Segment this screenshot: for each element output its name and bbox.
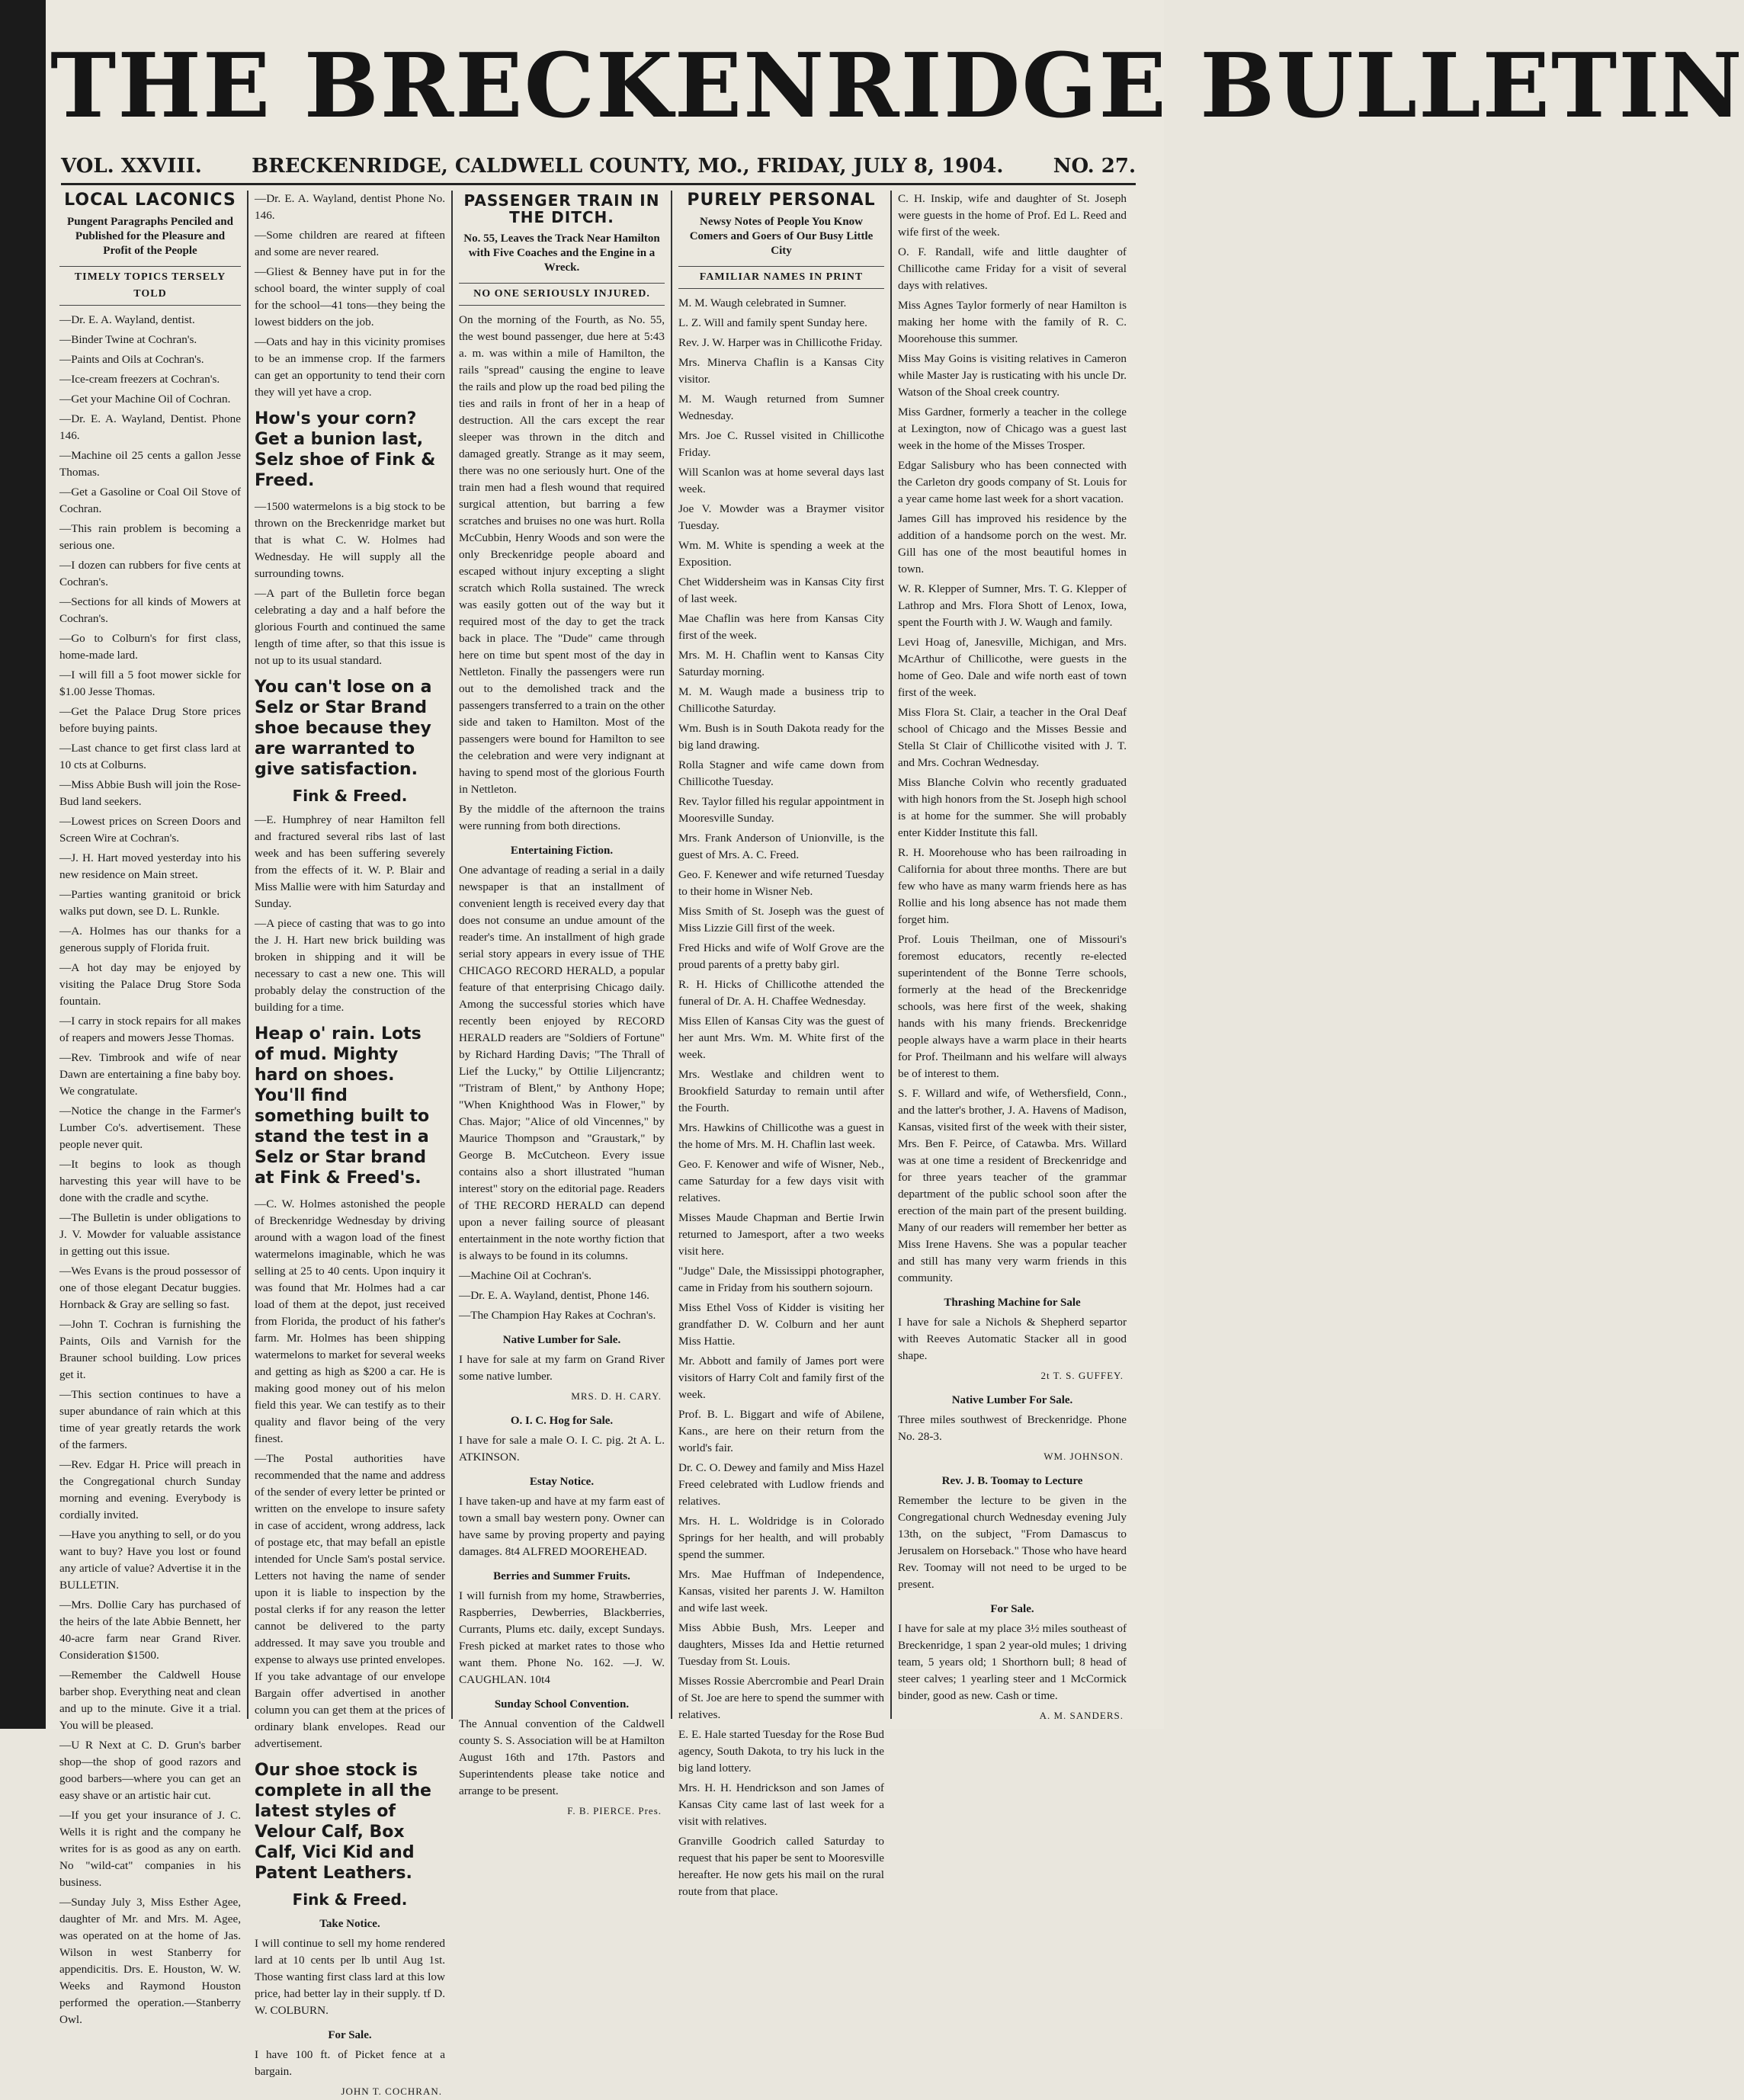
scan-edge	[0, 0, 46, 1729]
news-item: —A part of the Bulletin force began celebrating a day and a half before the glorious Fourth and continued the same length of time after, so that this issue is not up to its usual standard.	[255, 587, 445, 667]
column-train-wreck	[459, 191, 665, 1816]
news-item: —Dr. E. A. Wayland, Dentist. Phone 146.	[59, 412, 241, 442]
news-item: Mrs. Frank Anderson of Unionville, is the guest of Mrs. A. C. Freed.	[678, 832, 884, 861]
news-item: Miss Flora St. Clair, a teacher in the Oral Deaf school of Chicago and the Misses Bessie and Stella St Clair of Chillicothe visited with J. T. and Mrs. Cochran Wednesday.	[898, 706, 1127, 769]
notice-signature: MRS. D. H. CARY.	[571, 1390, 662, 1402]
news-item: S. F. Willard and wife, of Wethersfield, Conn., and the latter's brother, J. A. Havens of Madison, Kansas, visited first of the week with their sister, Mrs. Ben F. Peirce, of Catawba. Mrs. Willard was at one time a resident of Breckenridge and for three years teacher of the grammar department of the public school soon after the erection of the main part of the present building. Many of our readers will remember her better as Miss Irene Havens. She was a popular teacher and still has many very warm friends in this community.	[898, 1087, 1127, 1284]
volume-label: VOL. XXVIII.	[61, 155, 202, 178]
news-items-top	[255, 191, 445, 401]
article-body-2: By the middle of the afternoon the trains were running from both directions.	[459, 803, 665, 832]
notice-body-2: I have 100 ft. of Picket fence at a bargain.	[255, 2048, 445, 2078]
notice-body-4: I will furnish from my home, Strawberries, Raspberries, Dewberries, Blackberries, Currants, Plums etc. daily, except Sundays. Fresh picked at market rates to those who want them. Phone No. 162. —J. W. CAUGHLAN. 10t4	[459, 1589, 665, 1686]
column-kicker: TIMELY TOPICS TERSELY TOLD	[59, 266, 241, 306]
notice-body: I have for sale at my farm on Grand River some native lumber.	[459, 1353, 665, 1383]
news-item: —Rev. Timbrook and wife of near Dawn are entertaining a fine baby boy. We congratulate.	[59, 1051, 241, 1098]
news-item: Mr. Abbott and family of James port were visitors of Harry Colt and family first of the week.	[678, 1355, 884, 1401]
news-item: Miss Ellen of Kansas City was the guest of her aunt Mrs. Wm. M. White first of the week.	[678, 1015, 884, 1061]
column-kicker: FAMILIAR NAMES IN PRINT	[678, 266, 884, 289]
news-item: —Get the Palace Drug Store prices before buying paints.	[59, 705, 241, 735]
notice-heading: Thrashing Machine for Sale	[944, 1297, 1081, 1309]
news-item: —Mrs. Dollie Cary has purchased of the heirs of the late Abbie Bennett, her 40-acre farm near Grand River. Consideration $1500.	[59, 1598, 241, 1662]
notice-body: I have for sale a Nichols & Shepherd separtor with Reeves Automatic Stacker all in good shape.	[898, 1316, 1127, 1362]
column-personal-continued	[898, 191, 1127, 1719]
fiction-heading: Entertaining Fiction.	[510, 845, 614, 857]
news-item: —I will fill a 5 foot mower sickle for $1.00 Jesse Thomas.	[59, 668, 241, 698]
notice-heading-4: For Sale.	[990, 1603, 1034, 1615]
news-item: M. M. Waugh celebrated in Sumner.	[678, 297, 847, 309]
news-item: L. Z. Will and family spent Sunday here.	[678, 316, 867, 329]
news-item: Mrs. Mae Huffman of Independence, Kansas, visited her parents J. W. Hamilton and wife last week.	[678, 1568, 884, 1614]
article-body: On the morning of the Fourth, as No. 55, the west bound passenger, due here at 5:43 a. m. was within a mile of Hamilton, the rails "spread" causing the engine to leave the rails and plow up the road bed piling the ties and rails in front of her in a heap of destruction. All the cars except the rear sleeper was thrown in the ditch and damaged greatly. Strange as it may seem, there was no one seriously hurt. One of the train men had a flesh wound that required surgical attention, but barring a few scratches and bruises no one was hurt. Rolla McCubbin, Henry Woods and son were the only Breckenridge people aboard and escaped without injury excepting a slight scratch which Rolla sustained. The wreck was easily gotten out of the way but it required most of the day to get the track back in place. The "Dude" came through here on time but spent most of the day in Nettleton. Finally the passengers were run out to the demolished track and the passengers transferred to a train on the other side and taken to Hamilton. Most of the passengers were bound for Hamilton to see the celebration and were very indignant at having to spend most of the glorious Fourth in Nettleton.	[459, 313, 665, 796]
notice-body-3: I have taken-up and have at my farm east of town a small bay western pony. Owner can have same by proving property and paying damages. 8t4 ALFRED MOOREHEAD.	[459, 1495, 665, 1558]
news-item: Granville Goodrich called Saturday to request that his paper be sent to Mooresville hereafter. He now gets his mail on the rural route from that place.	[678, 1835, 884, 1898]
article-kicker: NO ONE SERIOUSLY INJURED.	[459, 283, 665, 306]
news-item: —Binder Twine at Cochran's.	[59, 333, 197, 346]
news-item: —E. Humphrey of near Hamilton fell and fractured several ribs last of last week and has been suffering severely from the effects of it. W. P. Blair and Miss Mallie were with him Saturday and Sunday.	[255, 813, 445, 910]
news-item: Miss Agnes Taylor formerly of near Hamilton is making her home with the family of R. C. Moorehouse this summer.	[898, 299, 1127, 345]
news-item: R. H. Hicks of Chillicothe attended the funeral of Dr. A. H. Chaffee Wednesday.	[678, 978, 884, 1008]
news-item: Levi Hoag of, Janesville, Michigan, and Mrs. McArthur of Chillicothe, were guests in the home of Geo. Dale and wife north east of town first of the week.	[898, 636, 1127, 699]
news-item: M. M. Waugh made a business trip to Chillicothe Saturday.	[678, 685, 884, 715]
news-item: —This rain problem is becoming a serious one.	[59, 522, 241, 552]
news-item: —Oats and hay in this vicinity promises to be an immense crop. If the farmers can get an opportunity to tend their corn they will yet have a crop.	[255, 335, 445, 399]
personal-items-continued	[898, 191, 1127, 1287]
notice-body-5: The Annual convention of the Caldwell county S. S. Association will be at Hamilton August 16th and 17th. Pastors and Superintendents please take notice and arrange to be present.	[459, 1717, 665, 1797]
news-item: M. M. Waugh returned from Sumner Wednesday.	[678, 393, 884, 422]
notice-signature-5: F. B. PIERCE. Pres.	[567, 1805, 662, 1816]
article-subheading: No. 55, Leaves the Track Near Hamilton with Five Coaches and the Engine in a Wreck.	[463, 232, 660, 274]
column-heading: PURELY PERSONAL	[687, 191, 876, 210]
news-item: Miss Abbie Bush, Mrs. Leeper and daughters, Misses Ida and Hettie returned Tuesday from St. Louis.	[678, 1621, 884, 1668]
news-item: Mrs. M. H. Chaflin went to Kansas City Saturday morning.	[678, 649, 884, 678]
news-item: —Sections for all kinds of Mowers at Cochran's.	[59, 595, 241, 625]
news-item: —Go to Colburn's for first class, home-made lard.	[59, 632, 241, 662]
news-item: Prof. B. L. Biggart and wife of Abilene, Kans., are here on their return from the world's fair.	[678, 1408, 884, 1454]
ad-signature: Fink & Freed.	[292, 787, 408, 805]
ad-signature-2: Fink & Freed.	[292, 1890, 408, 1909]
news-item: —Sunday July 3, Miss Esther Agee, daughter of Mr. and Mrs. M. Agee, was operated on at the home of Jas. Wilson in west Stanberry for appendicitis. Drs. E. Houston, W. W. Weeks and Raymond Houston performed the operation.—Stanberry Owl.	[59, 1896, 241, 2026]
news-item: Misses Maude Chapman and Bertie Irwin returned to Jamesport, after a two weeks visit here.	[678, 1211, 884, 1258]
news-item: E. E. Hale started Tuesday for the Rose Bud agency, South Dakota, to try his luck in the big land lottery.	[678, 1728, 884, 1775]
news-item: —J. H. Hart moved yesterday into his new residence on Main street.	[59, 851, 241, 881]
notice-body-3: Remember the lecture to be given in the Congregational church Wednesday evening July 13th, on the subject, "From Damascus to Jerusalem on Horseback." Those who have heard Rev. Toomay will not need to be urged to be present.	[898, 1494, 1127, 1591]
column-news-ads	[255, 191, 445, 2097]
column-heading: LOCAL LACONICS	[64, 191, 236, 210]
brief-3: —The Champion Hay Rakes at Cochran's.	[459, 1309, 656, 1322]
news-item: —Dr. E. A. Wayland, dentist.	[59, 313, 195, 326]
notice-body: I will continue to sell my home rendered lard at 10 cents per lb until Aug 1st. Those wanting first class lard at this low price, had better lay in their supply. tf D. W. COLBURN.	[255, 1937, 445, 2017]
news-item: —Rev. Edgar H. Price will preach in the Congregational church Sunday morning and evening. Everybody is cordially invited.	[59, 1458, 241, 1521]
news-item: —The Postal authorities have recommended that the name and address of the sender of every letter be printed or written on the envelope to insure safety in case of accident, wrong address, lack of postage etc, that may befall an epistle intended for Uncle Sam's postal service. Letters not having the name of sender upon it is liable to inspection by the postal clerks if for any reason the letter cannot be delivered to the party addressed. It may save you trouble and expense to always use printed envelopes. If you take advantage of our envelope Bargain offer advertised in another column you can get them at the prices of ordinary blank envelopes. Read our advertisement.	[255, 1452, 445, 1750]
issue-number: NO. 27.	[1053, 155, 1136, 178]
news-item: —Remember the Caldwell House barber shop. Everything neat and clean and up to the minute. Give it a trial. You will be pleased.	[59, 1669, 241, 1732]
news-items-mid	[255, 499, 445, 669]
news-item: "Judge" Dale, the Mississippi photographer, came in Friday from his southern sojourn.	[678, 1265, 884, 1294]
news-item: Rev. Taylor filled his regular appointment in Mooresville Sunday.	[678, 795, 884, 825]
column-rule	[247, 191, 248, 1719]
brief-2: —Dr. E. A. Wayland, dentist, Phone 146.	[459, 1289, 649, 1302]
column-subheading: Pungent Paragraphs Penciled and Published for the Pleasure and Profit of the People	[67, 216, 233, 257]
notice-heading-4: Berries and Summer Fruits.	[493, 1570, 630, 1582]
news-item: Edgar Salisbury who has been connected with the Carleton dry goods company of St. Louis for a year came home last week for a short vacation.	[898, 459, 1127, 505]
column-purely-personal	[678, 191, 884, 1898]
personal-items	[678, 295, 884, 1900]
notice-heading: Native Lumber for Sale.	[502, 1334, 621, 1346]
news-item: Will Scanlon was at home several days last week.	[678, 466, 884, 495]
news-item: —Machine oil 25 cents a gallon Jesse Thomas.	[59, 449, 241, 479]
news-item: —Miss Abbie Bush will join the Rose-Bud land seekers.	[59, 778, 241, 808]
column-rule	[890, 191, 892, 1719]
news-item: —Last chance to get first class lard at 10 cts at Colburns.	[59, 742, 241, 771]
news-item: —I carry in stock repairs for all makes of reapers and mowers Jesse Thomas.	[59, 1015, 241, 1044]
news-item: Geo. F. Kenower and wife of Wisner, Neb., came Saturday for a few days visit with relatives.	[678, 1158, 884, 1204]
notice-heading-3: Estay Notice.	[529, 1476, 595, 1488]
news-item: Mrs. Minerva Chaflin is a Kansas City visitor.	[678, 356, 884, 386]
shoe-ad-stock: Our shoe stock is complete in all the latest styles of Velour Calf, Box Calf, Vici Kid and Patent Leathers.	[255, 1761, 431, 1883]
news-item: —A. Holmes has our thanks for a generous supply of Florida fruit.	[59, 925, 241, 954]
news-item: Misses Rossie Abercrombie and Pearl Drain of St. Joe are here to spend the summer with relatives.	[678, 1675, 884, 1721]
notice-signature-2: WM. JOHNSON.	[1044, 1451, 1124, 1462]
notice-signature-2: JOHN T. COCHRAN.	[341, 2086, 442, 2097]
news-item: —Notice the change in the Farmer's Lumber Co's. advertisement. These people never quit.	[59, 1105, 241, 1151]
news-item: W. R. Klepper of Sumner, Mrs. T. G. Klepper of Lathrop and Mrs. Flora Shott of Lenox, Iowa, spent the Fourth with J. W. Waugh and family.	[898, 582, 1127, 629]
news-item: —Lowest prices on Screen Doors and Screen Wire at Cochran's.	[59, 815, 241, 845]
shoe-ad-rain: Heap o' rain. Lots of mud. Mighty hard on shoes. You'll find something built to stand the test in a Selz or Star brand at Fink & Freed's.	[255, 1024, 430, 1188]
news-item: —Ice-cream freezers at Cochran's.	[59, 373, 220, 386]
news-item: Miss Smith of St. Joseph was the guest of Miss Lizzie Gill first of the week.	[678, 905, 884, 935]
news-item: —John T. Cochran is furnishing the Paints, Oils and Varnish for the Brauner school building. Low prices get it.	[59, 1318, 241, 1381]
news-item: R. H. Moorehouse who has been railroading in California for about three months. There are but few who have as many warm friends here as has Rollie and his long absence has not made them forget him.	[898, 846, 1127, 926]
news-item: —A hot day may be enjoyed by visiting the Palace Drug Store Soda fountain.	[59, 961, 241, 1008]
news-item: —1500 watermelons is a big stock to be thrown on the Breckenridge market but that is what C. W. Holmes had Wednesday. He will supply all the surrounding towns.	[255, 500, 445, 580]
news-item: —U R Next at C. D. Grun's barber shop—the shop of good razors and good barbers—where you can get an easy shave or an artistic hair cut.	[59, 1739, 241, 1802]
news-item: —Have you anything to sell, or do you want to buy? Have you lost or found any article of value? Advertise it in the BULLETIN.	[59, 1528, 241, 1592]
brief-1: —Machine Oil at Cochran's.	[459, 1269, 591, 1282]
news-items-mid2	[255, 812, 445, 1016]
place-date: BRECKENRIDGE, CALDWELL COUNTY, MO., FRIDAY, JULY 8, 1904.	[252, 155, 1004, 178]
notice-signature: 2t T. S. GUFFEY.	[1040, 1370, 1124, 1381]
news-item: —It begins to look as though harvesting this year will have to be done with the cradle and scythe.	[59, 1158, 241, 1204]
news-item: Mrs. Westlake and children went to Brookfield Saturday to remain until after the Fourth.	[678, 1068, 884, 1114]
news-item: Prof. Louis Theilman, one of Missouri's foremost educators, recently re-elected superintendent of the Bonne Terre schools, formerly at the head of the Breckenridge schools, was here first of the week, shaking hands with his many friends. Breckenridge people always have a warm place in their hearts for Prof. Theilmann and his welfare will always be of interest to them.	[898, 933, 1127, 1080]
news-item: —If you get your insurance of J. C. Wells it is right and the company he writes for is as good as any on earth. No "wild-cat" companies in his business.	[59, 1809, 241, 1889]
news-item: Wm. M. White is spending a week at the Exposition.	[678, 539, 884, 569]
news-item: Mrs. H. L. Woldridge is in Colorado Springs for her health, and will probably spend the summer.	[678, 1515, 884, 1561]
news-item: Fred Hicks and wife of Wolf Grove are the proud parents of a pretty baby girl.	[678, 941, 884, 971]
news-item: Joe V. Mowder was a Braymer visitor Tuesday.	[678, 502, 884, 532]
news-item: Miss May Goins is visiting relatives in Cameron while Master Jay is rusticating with his uncle Dr. Watson of the Shoal creek country.	[898, 352, 1127, 399]
column-subheading: Newsy Notes of People You Know Comers and Goers of Our Busy Little City	[689, 216, 874, 257]
news-item: —This section continues to have a super abundance of rain which at this time of year greatly retards the work of the farmers.	[59, 1388, 241, 1451]
news-item: —Wes Evans is the proud possessor of one of those elegant Decatur buggies. Hornback & Gray are selling so fast.	[59, 1265, 241, 1311]
notice-heading-2: O. I. C. Hog for Sale.	[510, 1415, 614, 1427]
news-item: —I dozen can rubbers for five cents at Cochran's.	[59, 559, 241, 588]
notice-heading: Take Notice.	[319, 1918, 380, 1930]
fiction-body: One advantage of reading a serial in a daily newspaper is that an installment of convenient length is received every day that does not consume an undue amount of the reader's time. An installment of high grade serial story appears in every issue of THE CHICAGO RECORD HERALD, a popular feature of that enterprising Chicago daily. Among the successful stories which have recently been enjoyed by RECORD HERALD readers are "Soldiers of Fortune" by Richard Harding Davis; "The Thrall of Lief the Lucky," by Ottilie Liljencrantz; "Tristram of Blent," by Anthony Hope; "When Knighthood Was in Flower," by Chas. Major; "Alice of old Vincennes," by Maurice Thompson and "Graustark," by George B. McCutcheon. Every issue contains also a short illustrated "human interest" story on the editorial page. Readers of THE RECORD HERALD can depend upon a never failing source of pleasant entertainment in the note worthy fiction that is always to be found in its columns.	[459, 864, 665, 1262]
news-item: Mae Chaflin was here from Kansas City first of the week.	[678, 612, 884, 642]
news-item: Rolla Stagner and wife came down from Chillicothe Tuesday.	[678, 758, 884, 788]
news-item: —Get your Machine Oil of Cochran.	[59, 393, 231, 406]
notice-heading-2: Native Lumber For Sale.	[951, 1394, 1073, 1406]
news-item: —The Bulletin is under obligations to J. V. Mowder for valuable assistance in getting out this issue.	[59, 1211, 241, 1258]
news-item: —Dr. E. A. Wayland, dentist Phone No. 146.	[255, 192, 445, 222]
shoe-ad-corn: How's your corn? Get a bunion last, Selz shoe of Fink & Freed.	[255, 409, 436, 490]
article-heading: PASSENGER TRAIN IN THE DITCH.	[463, 191, 660, 226]
notice-heading-5: Sunday School Convention.	[494, 1698, 630, 1710]
news-items-bottom	[255, 1196, 445, 1752]
notice-heading-2: For Sale.	[328, 2029, 372, 2041]
news-item: O. F. Randall, wife and little daughter of Chillicothe came Friday for a visit of several days with relatives.	[898, 245, 1127, 292]
news-item: —C. W. Holmes astonished the people of Breckenridge Wednesday by driving around with a wagon load of the finest watermelons imaginable, which he was selling at 25 to 40 cents. Upon inquiry it was found that Mr. Holmes had a car load of them at the depot, just received from Florida, the product of his father's farm. Mr. Holmes has been shipping watermelons to market for several weeks and getting as high as $200 a car. He is making good money out of his melon field this year. We can testify as to their quality and flavor being of the very finest.	[255, 1197, 445, 1445]
news-item: Mrs. Hawkins of Chillicothe was a guest in the home of Mrs. M. H. Chaflin last week.	[678, 1121, 884, 1151]
news-item: —Some children are reared at fifteen and some are never reared.	[255, 229, 445, 258]
news-item: —Gliest & Benney have put in for the school board, the winter supply of coal for the school—41 tons—they being the lowest bidders on the job.	[255, 265, 445, 329]
notice-signature-4: A. M. SANDERS.	[1039, 1710, 1124, 1721]
notice-body-2: I have for sale a male O. I. C. pig. 2t A. L. ATKINSON.	[459, 1434, 665, 1464]
news-item: Geo. F. Kenewer and wife returned Tuesday to their home in Wisner Neb.	[678, 868, 884, 898]
news-item: Miss Blanche Colvin who recently graduated with high honors from the St. Joseph high school is at home for the summer. She will probably enter Kidder Institute this fall.	[898, 776, 1127, 839]
news-item: C. H. Inskip, wife and daughter of St. Joseph were guests in the home of Prof. Ed L. Reed and wife first of the week.	[898, 192, 1127, 239]
news-item: Miss Ethel Voss of Kidder is visiting her grandfather D. W. Colburn and her aunt Miss Hattie.	[678, 1301, 884, 1348]
notice-body-2: Three miles southwest of Breckenridge. Phone No. 28-3.	[898, 1413, 1127, 1443]
column-local-laconics	[59, 191, 241, 2026]
notice-heading-3: Rev. J. B. Toomay to Lecture	[941, 1475, 1083, 1487]
notice-body-4: I have for sale at my place 3½ miles southeast of Breckenridge, 1 span 2 year-old mules; 1 driving team, 5 years old; 1 Shorthorn bull; 8 head of steer calves; 1 yearling steer and 1 McCormick binder, good as new. Cash or time.	[898, 1622, 1127, 1702]
news-item: Dr. C. O. Dewey and family and Miss Hazel Freed celebrated with Ludlow friends and relatives.	[678, 1461, 884, 1508]
column-rule	[451, 191, 453, 1719]
news-item: Chet Widdersheim was in Kansas City first of last week.	[678, 575, 884, 605]
column-rule	[671, 191, 672, 1719]
masthead-title: THE BRECKENRIDGE BULLETIN	[50, 34, 1744, 138]
local-items	[59, 312, 241, 2028]
news-item: —Parties wanting granitoid or brick walks put down, see D. L. Runkle.	[59, 888, 241, 918]
news-item: Mrs. Joe C. Russel visited in Chillicothe Friday.	[678, 429, 884, 459]
news-item: Wm. Bush is in South Dakota ready for the big land drawing.	[678, 722, 884, 752]
news-item: Miss Gardner, formerly a teacher in the college at Lexington, now of Chicago was a guest last week in the home of the Misses Trosper.	[898, 406, 1127, 452]
news-item: James Gill has improved his residence by the addition of a handsome porch on the west. Mr. Gill has one of the most beautiful homes in town.	[898, 512, 1127, 575]
news-item: —Get a Gasoline or Coal Oil Stove of Cochran.	[59, 486, 241, 515]
news-item: —Paints and Oils at Cochran's.	[59, 353, 204, 366]
news-item: —A piece of casting that was to go into the J. H. Hart new brick building was broken in shipping and it will be necessary to cast a new one. This will probably delay the construction of the building for a time.	[255, 917, 445, 1014]
news-item: Mrs. H. H. Hendrickson and son James of Kansas City came last of last week for a visit with relatives.	[678, 1781, 884, 1828]
news-item: Rev. J. W. Harper was in Chillicothe Friday.	[678, 336, 883, 349]
shoe-ad-selz: You can't lose on a Selz or Star Brand shoe because they are warranted to give satisfaction.	[255, 678, 432, 779]
dateline	[61, 149, 1136, 185]
